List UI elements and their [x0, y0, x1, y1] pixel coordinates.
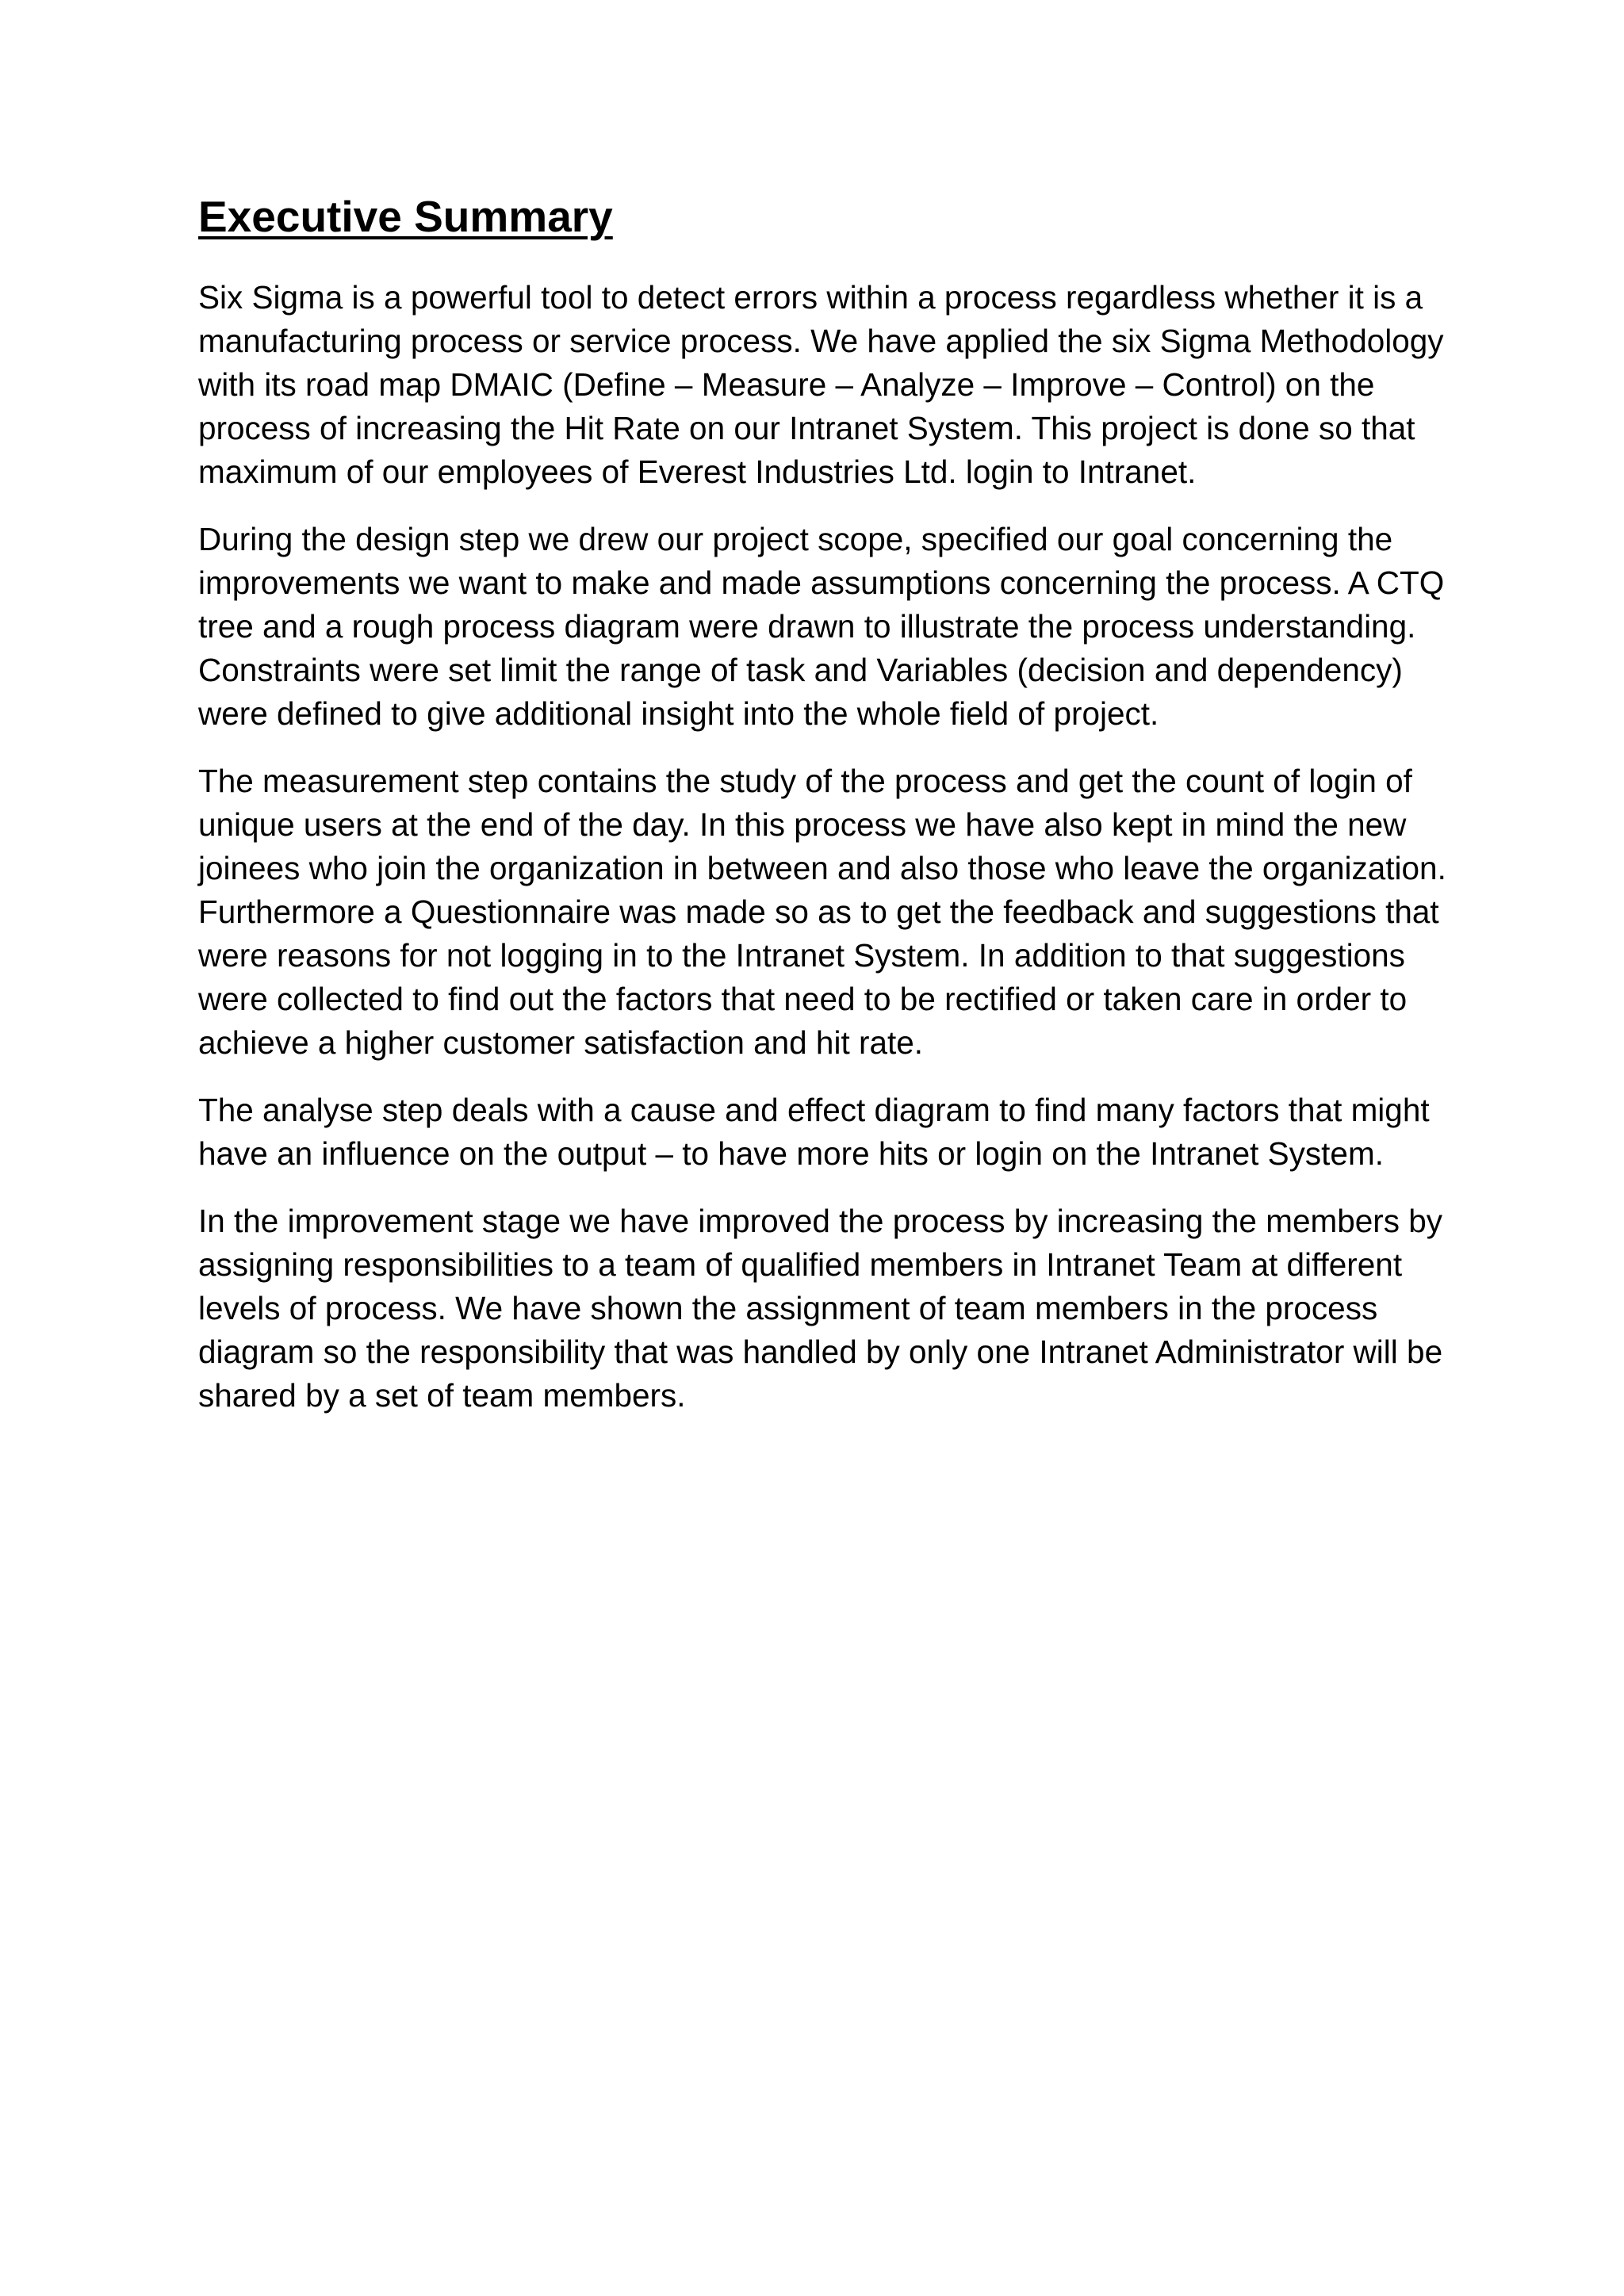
page-title: Executive Summary	[198, 192, 613, 241]
paragraph-measurement-step: The measurement step contains the study of the process and get the count of login of unique users at the end of the day. In this process we have also kept in mind the new joinees who join the organization in between and also those who leave the organization. Furthermore a Questionnaire was made so as to get the feedback and suggestions that were reasons for not logging in to the Intranet System. In addition to that suggestions were collected to find out the factors that need to be rectified or taken care in order to achieve a higher customer satisfaction and hit rate.	[198, 763, 1446, 1061]
paragraph-design-step: During the design step we drew our project scope, specified our goal concerning the improvements we want to make and made assumptions concerning the process. A CTQ tree and a rough process diagram were drawn to illustrate the process understanding. Constraints were set limit the range of task and Variables (decision and dependency) were defined to give additional insight into the whole field of project.	[198, 521, 1445, 732]
paragraph-analyse-step: The analyse step deals with a cause and effect diagram to find many factors that might have an influence on the output – to have more hits or login on the Intranet System.	[198, 1092, 1430, 1172]
document-content	[198, 190, 1451, 1441]
paragraph-intro: Six Sigma is a powerful tool to detect errors within a process regardless whether it is a manufacturing process or service process. We have applied the six Sigma Methodology with its road map DMAIC (Define – Measure – Analyze – Improve – Control) on the process of increasing the Hit Rate on our Intranet System. This project is done so that maximum of our employees of Everest Industries Ltd. login to Intranet.	[198, 279, 1444, 490]
paragraph-improvement-stage: In the improvement stage we have improved the process by increasing the members by assigning responsibilities to a team of qualified members in Intranet Team at different levels of process. We have shown the assignment of team members in the process diagram so the responsibility that was handled by only one Intranet Administrator will be shared by a set of team members.	[198, 1203, 1443, 1414]
